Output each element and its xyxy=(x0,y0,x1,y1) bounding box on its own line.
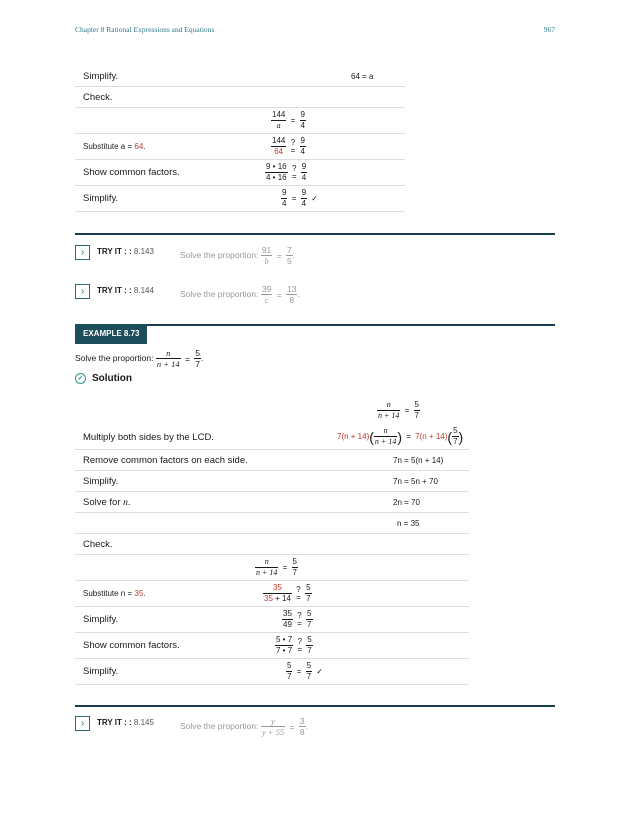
chevron-right-icon[interactable]: › xyxy=(75,284,90,299)
try-it-8-144[interactable] xyxy=(75,284,555,305)
check-circle-icon: ✓ xyxy=(75,373,86,384)
table-row xyxy=(75,513,469,534)
step-math: n = 35 xyxy=(397,519,420,528)
step-equation: $\frac{5}{7}$ = $\frac{5}{7}$ ✓ xyxy=(287,661,323,681)
step-equation: $\frac{35}{35 + 14}$ ? = $\frac{5}{7}$ xyxy=(264,583,311,603)
step-equation: $\frac{9 • 16}{4 • 16}$ ? = $\frac{9}{4}$ xyxy=(266,162,307,182)
step-equation: 7(n + 14)( $\frac{n}{n + 14}$ ) = 7(n + 14)( $\frac{5}{7}$ ) xyxy=(337,426,464,446)
table-row xyxy=(75,471,469,492)
step-label: Solve for n. xyxy=(83,497,131,508)
step-label: Simplify. xyxy=(83,666,119,677)
try-it-label: TRY IT : : 8.144 xyxy=(97,286,154,295)
check-table xyxy=(75,66,405,212)
step-equation: $\frac{n}{n + 14}$ = $\frac{5}{7}$ xyxy=(378,400,419,420)
step-label: Simplify. xyxy=(83,476,119,487)
section-divider xyxy=(75,233,555,235)
step-equation: $\frac{9}{4}$ = $\frac{9}{4}$ ✓ xyxy=(282,188,318,208)
table-row xyxy=(75,450,469,471)
step-equation: $\frac{n}{n + 14}$ = $\frac{5}{7}$ xyxy=(256,557,297,577)
table-row xyxy=(75,581,469,607)
table-row xyxy=(75,134,405,160)
step-equation: $\frac{144}{64}$ ? = $\frac{9}{4}$ xyxy=(272,136,305,156)
table-row xyxy=(75,108,405,134)
table-row xyxy=(75,424,469,450)
step-label: Multiply both sides by the LCD. xyxy=(83,432,214,443)
step-label: Check. xyxy=(83,539,113,550)
step-equation: $\frac{5 • 7}{7 • 7}$ ? = $\frac{5}{7}$ xyxy=(276,635,312,655)
table-row xyxy=(75,492,469,513)
try-it-8-143[interactable] xyxy=(75,245,555,266)
table-row xyxy=(75,160,405,186)
step-label: Show common factors. xyxy=(83,167,180,178)
step-label: Substitute n = 35. xyxy=(83,589,146,598)
step-label: Simplify. xyxy=(83,614,119,625)
try-it-question: Solve the proportion: $\frac{91}{b}$ = $\frac{7}{5}$ . xyxy=(180,245,296,266)
step-label: Show common factors. xyxy=(83,640,180,651)
table-row xyxy=(75,66,405,87)
try-it-label: TRY IT : : 8.145 xyxy=(97,718,154,727)
chapter-header: Chapter 8 Rational Expressions and Equations xyxy=(75,25,215,34)
solution-heading: ✓ Solution xyxy=(75,373,132,384)
try-it-question: Solve the proportion: $\frac{y}{y + 55}$ = $\frac{3}{8}$ . xyxy=(180,716,308,737)
step-math: 2n = 70 xyxy=(393,498,420,507)
example-question: Solve the proportion: $\frac{n}{n + 14}$ = $\frac{5}{7}$ . xyxy=(75,348,204,369)
chevron-right-icon[interactable]: › xyxy=(75,245,90,260)
try-it-8-145[interactable] xyxy=(75,716,555,737)
table-row xyxy=(75,555,469,581)
step-math: 7n = 5(n + 14) xyxy=(393,456,444,465)
check-mark: ✓ xyxy=(311,194,318,203)
example-badge: EXAMPLE 8.73 xyxy=(75,324,147,344)
step-label: Substitute a = 64. xyxy=(83,142,146,151)
check-mark: ✓ xyxy=(316,667,323,676)
table-row xyxy=(75,659,469,685)
step-math: 64 = a xyxy=(351,72,374,81)
step-label: Remove common factors on each side. xyxy=(83,455,248,466)
table-row xyxy=(75,186,405,212)
table-row xyxy=(75,87,405,108)
try-it-label: TRY IT : : 8.143 xyxy=(97,247,154,256)
table-row xyxy=(75,607,469,633)
step-label: Check. xyxy=(83,92,113,103)
table-row xyxy=(75,534,469,555)
section-divider xyxy=(75,705,555,707)
step-math: 7n = 5n + 70 xyxy=(393,477,438,486)
step-equation: $\frac{35}{49}$ ? = $\frac{5}{7}$ xyxy=(283,609,312,629)
step-label: Simplify. xyxy=(83,71,119,82)
page-number: 967 xyxy=(543,25,555,34)
chevron-right-icon[interactable]: › xyxy=(75,716,90,731)
table-row xyxy=(75,396,469,424)
table-row xyxy=(75,633,469,659)
try-it-question: Solve the proportion: $\frac{39}{c}$ = $\frac{13}{8}$ . xyxy=(180,284,300,305)
step-label: Simplify. xyxy=(83,193,119,204)
step-equation: $\frac{144}{a}$ = $\frac{9}{4}$ xyxy=(272,110,305,130)
solution-table xyxy=(75,396,469,686)
